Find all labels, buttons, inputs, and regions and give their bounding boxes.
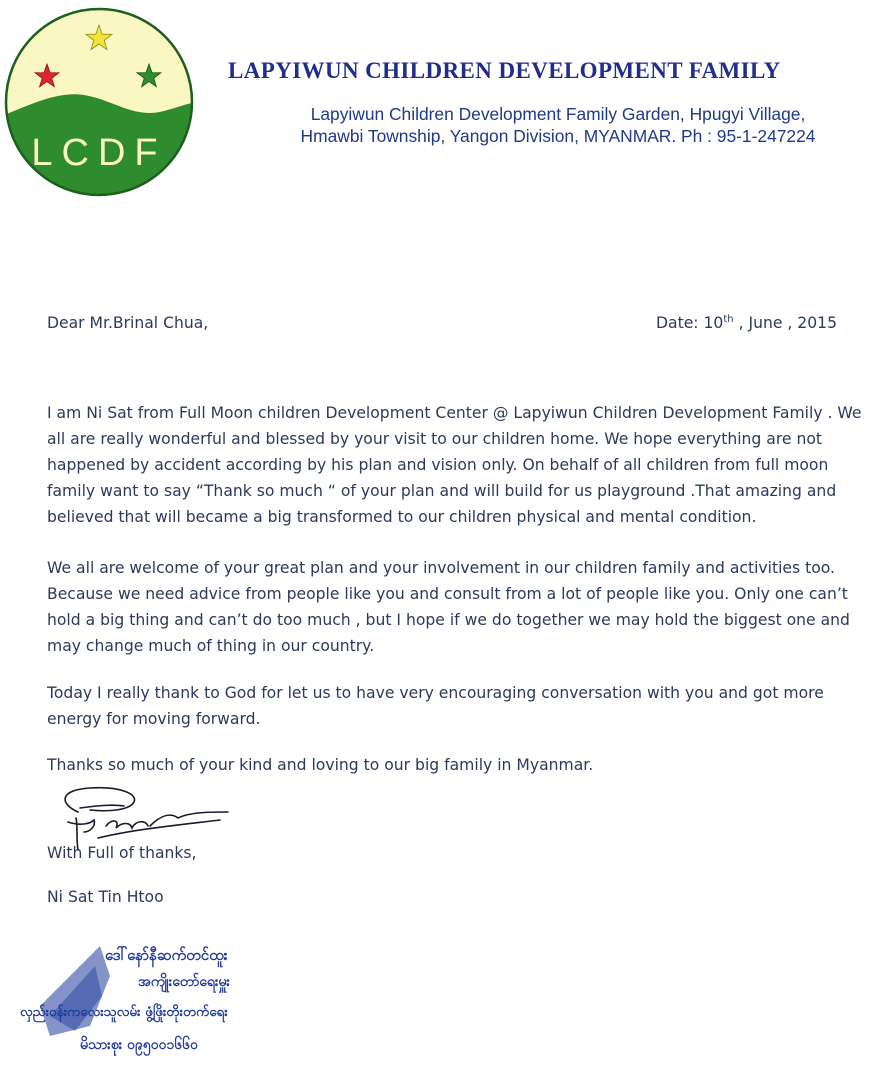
signer-name: Ni Sat Tin Htoo	[47, 888, 164, 906]
address-line-2: Hmawbi Township, Yangon Division, MYANMAR. Ph : 95-1-247224	[300, 126, 816, 146]
date-suffix: th	[723, 314, 734, 325]
body-paragraph-1: I am Ni Sat from Full Moon children Development Center @ Lapyiwun Children Development Family . We all are really wonderful and blessed by your visit to our children home. We hope everything are not happened by accident according by his plan and vision only. On behalf of all children from full moon family want to say “Thank so much “ of your plan and will build for us playground .That amazing and believed that will became a big transformed to our children physical and mental condition.	[47, 404, 862, 526]
date-rest: , June , 2015	[733, 314, 837, 332]
organization-stamp	[20, 936, 380, 1061]
letter-date	[656, 314, 837, 332]
logo-text: LCDF	[31, 132, 167, 174]
stamp-line-4: မိသားစုး ၀၉၅၀၀၁၆၆၀	[80, 1037, 199, 1053]
date-label: Date: 10	[656, 314, 724, 332]
handwritten-signature	[50, 782, 230, 852]
stamp-line-2: အကျိုးတော်ရေးမှူး	[138, 974, 231, 990]
stamp-line-1: ဒေါ်နော်နီဆက်တင်ထူး	[105, 946, 228, 964]
salutation: Dear Mr.Brinal Chua,	[47, 314, 209, 332]
lcdf-logo	[4, 7, 194, 197]
stamp-line-3: လှည်းဝန်းကလေးသူလမ်း ဖွံ့ဖြိုးတိုးတက်ရေး	[20, 1004, 228, 1020]
organization-name: LAPYIWUN CHILDREN DEVELOPMENT FAMILY	[228, 58, 781, 83]
body-paragraph-4: Thanks so much of your kind and loving to our big family in Myanmar.	[47, 756, 594, 774]
body-paragraph-2: We all are welcome of your great plan and your involvement in our children family and activities too. Because we need advice from people like you and consult from a lot of people like you. Only one can’t hold a big thing and can’t do too much , but I hope if we do together we may hold the biggest one and may change much of thing in our country.	[47, 559, 850, 655]
address-line-1: Lapyiwun Children Development Family Garden, Hpugyi Village,	[310, 104, 806, 124]
closing-line: With Full of thanks,	[47, 844, 197, 862]
body-paragraph-3: Today I really thank to God for let us to have very encouraging conversation with you and got more energy for moving forward.	[47, 684, 824, 728]
